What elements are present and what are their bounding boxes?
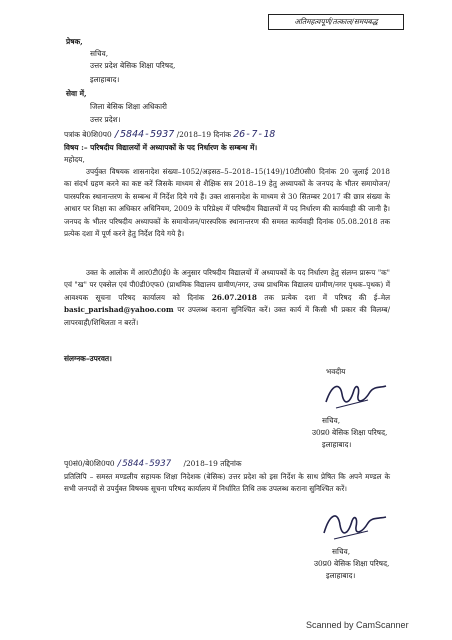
copy-reference-number: /5844-5937 bbox=[116, 459, 172, 469]
para2-text-c: पर उपलब्ध कराना सुनिश्चित करें। उक्त कार्य में किसी भी प्रकार की विलम्ब/लापरवाही/शिथिलता न बरतें। bbox=[64, 305, 390, 327]
copy-reference-line bbox=[64, 459, 242, 469]
recipient-line-1: जिला बेसिक शिक्षा अधिकारी bbox=[90, 102, 167, 111]
signatory-2-line-3: इलाहाबाद। bbox=[326, 571, 356, 580]
priority-stamp-text: अतिमहत्वपूर्ण/तत्काल/समयबद्ध bbox=[294, 17, 378, 26]
priority-stamp bbox=[268, 14, 404, 30]
signatory-2-line-2: उ0प्र0 बेसिक शिक्षा परिषद, bbox=[314, 559, 390, 568]
signature-2 bbox=[318, 507, 394, 543]
salutation: महोदय, bbox=[64, 155, 85, 164]
para2-text-a: उक्त के आलोक में आर0टी0ई0 के अनुसार परिषदीय विद्यालयों में अध्यापकों के पद निर्धारण हेतु संलग्न प्रारूप "क" एवं "ख" पर एक्सेल एवं पी0डी0एफ0 (प्राथमिक विद्यालय ग्रामीण/नगर, उच्च प्राथमिक विद्यालय ग्रामीण/नगर पृथक–पृथक) में आवश्यक सूचना परिषद कार्यालय को दिनांक bbox=[64, 268, 390, 302]
para2-text-b: तक प्रत्येक दशा में परिषद की ई–मेल bbox=[264, 292, 390, 302]
recipient-line-2: उत्तर प्रदेश। bbox=[90, 115, 121, 124]
patrank-line bbox=[64, 130, 275, 139]
signatory-1-line-2: उ0प्र0 बेसिक शिक्षा परिषद, bbox=[312, 428, 388, 437]
patrank-prefix: पत्रांक बे0शि0प0 bbox=[64, 130, 112, 139]
subject-line: विषय :– परिषदीय विद्यालयों में अध्यापकों के पद निर्धारण के सम्बन्ध में। bbox=[64, 143, 258, 152]
sender-line-2: उत्तर प्रदेश बेसिक शिक्षा परिषद, bbox=[90, 61, 176, 70]
scanner-watermark: Scanned by CamScanner bbox=[306, 620, 409, 630]
body-paragraph-1: उपर्युक्त विषयक शासनादेश संख्या–1052/अड़सठ–5–2018–15(149)/10टी0सी0 दिनांक 20 जुलाई 2018 का संदर्भ ग्रहण करने का कष्ट करें जिसके माध्यम से शैक्षिक सत्र 2018–19 हेतु अध्यापकों के जनपद के भीतर समायोजन/पारस्परिक स्थानान्तरण के सम्बन्ध में निर्देश दिये गये हैं। उक्त शासनादेश के माध्यम से 30 सितम्बर 2017 की छात्र संख्या के आधार पर शिक्षा का अधिकार अधिनियम, 2009 के परिप्रेक्ष्य में परिषदीय विद्यालयों में पद निर्धारण की कार्यवाही की जानी है। जनपद के भीतर परिषदीय अध्यापकों के समायोजन/पारस्परिक स्थानान्तरण की समस्त कार्यवाही दिनांक 05.08.2018 तक प्रत्येक दशा में पूर्ण करने हेतु निर्देश दिये गये है। bbox=[64, 167, 390, 239]
copy-reference-suffix: /2018–19 तद्दिनांक bbox=[183, 459, 242, 468]
patrank-number: /5844-5937 bbox=[114, 129, 175, 140]
preshak-label: प्रेषक, bbox=[66, 37, 83, 46]
enclosure-note: संलग्नक–उपरवत। bbox=[64, 354, 112, 363]
para2-email: basic_parishad@yahoo.com bbox=[64, 305, 174, 315]
signatory-1-line-1: सचिव, bbox=[322, 416, 341, 425]
patrank-suffix: /2018–19 दिनांक bbox=[176, 130, 231, 139]
patrank-date: 26-7-18 bbox=[233, 129, 276, 140]
signatory-2-line-1: सचिव, bbox=[332, 547, 351, 556]
signatory-1-line-3: इलाहाबाद। bbox=[322, 440, 352, 449]
sender-line-1: सचिव, bbox=[90, 49, 109, 58]
sender-line-3: इलाहाबाद। bbox=[90, 75, 120, 84]
signature-1 bbox=[322, 378, 392, 412]
para2-deadline: 26.07.2018 bbox=[211, 292, 257, 302]
copy-reference-prefix: पृ0सं0/बे0शि0प0 bbox=[64, 459, 115, 468]
copy-to-paragraph: प्रतिलिपि – समस्त मण्डलीय सहायक शिक्षा निदेशक (बेसिक) उत्तर प्रदेश को इस निर्देश के साथ प्रेषित कि अपने मण्डल के सभी जनपदों से उपर्युक्त विषयक सूचना परिषद कार्यालय में निर्धारित तिथि तक उपलब्ध कराना सुनिश्चित करें। bbox=[64, 472, 390, 494]
seva-label: सेवा में, bbox=[66, 89, 87, 98]
bhavdiya: भवदीय bbox=[326, 367, 346, 376]
body-paragraph-2 bbox=[64, 267, 390, 329]
